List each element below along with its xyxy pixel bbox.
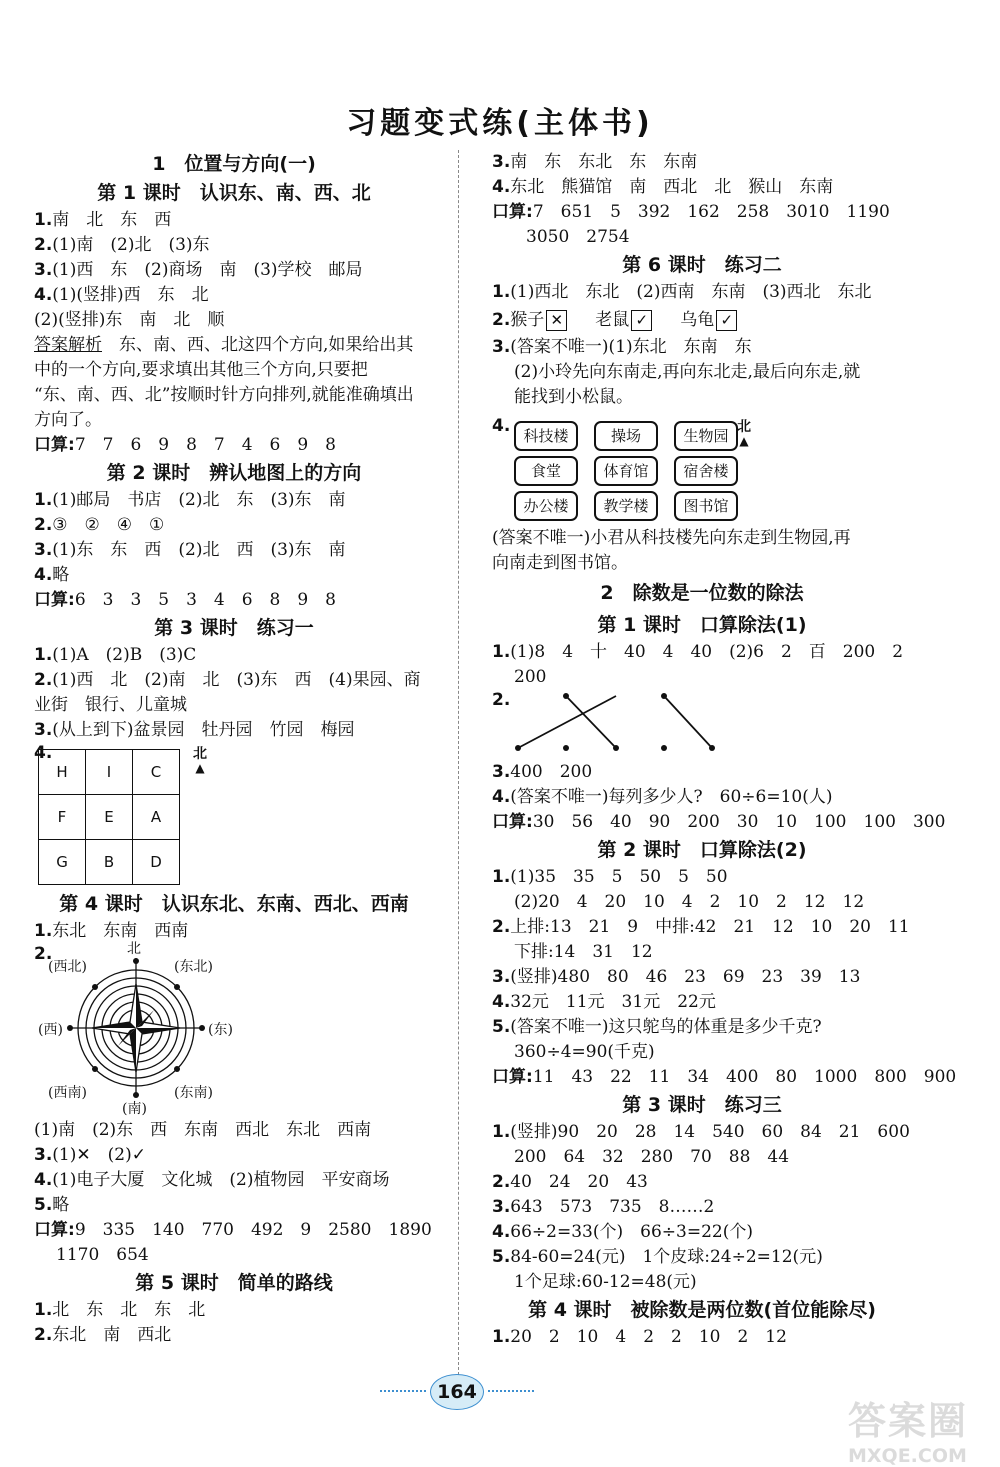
answer-line — [34, 1298, 434, 1323]
matching-lines — [492, 690, 752, 760]
answer-line — [492, 1220, 912, 1245]
lesson6-title: 第 6 课时 练习二 — [622, 254, 782, 276]
answer-line — [492, 1040, 912, 1065]
item-number: 2. — [34, 670, 53, 690]
calc-label: 口算: — [492, 1067, 533, 1087]
answer-text: 400 200 — [510, 762, 593, 782]
item-number: 4. — [34, 285, 53, 305]
item-number: 2. — [492, 917, 511, 937]
item-number: 4. — [492, 787, 511, 807]
calc-line — [34, 1243, 434, 1268]
calc-text: 7 651 5 392 162 258 3010 1190 — [532, 202, 890, 222]
compass-label-e: (东) — [208, 1022, 233, 1038]
grid-cell: H — [39, 750, 86, 795]
analysis-text: 中的一个方向,要求填出其他三个方向,只要把 — [34, 360, 368, 380]
answer-text: 200 64 32 280 70 88 44 — [514, 1147, 790, 1167]
answer-line — [34, 283, 434, 308]
calc-text: 7 7 6 9 8 7 4 6 9 8 — [74, 435, 336, 455]
calc-label: 口算: — [34, 590, 75, 610]
item-number: 5. — [492, 1017, 511, 1037]
building-box: 操场 — [594, 421, 658, 451]
check-checkbox: ✓ — [716, 310, 737, 331]
answer-line — [492, 150, 912, 175]
calc-line — [34, 1218, 434, 1243]
analysis-line — [34, 383, 434, 408]
answer-line — [492, 990, 912, 1015]
answer-text: 北 东 北 东 北 — [52, 1300, 206, 1320]
calc-text: 6 3 3 5 3 4 6 8 9 8 — [74, 590, 336, 610]
answer-text: (1)西 东 (2)商场 南 (3)学校 邮局 — [52, 260, 363, 280]
item-number: 2. — [34, 1325, 53, 1345]
item-number: 3. — [34, 540, 53, 560]
answer-text: (1)8 4 十 40 4 40 (2)6 2 百 200 2 — [510, 642, 904, 662]
answer-text: 360÷4=90(千克) — [514, 1042, 655, 1062]
answer-line — [492, 640, 912, 665]
answer-text: (答案不唯一)小君从科技楼先向东走到生物园,再 — [492, 528, 851, 548]
north-arrow-icon: ▲ — [739, 434, 749, 448]
building-box: 宿舍楼 — [674, 456, 738, 486]
answer-text: (答案不唯一)每列多少人? 60÷6=10(人) — [510, 787, 833, 807]
page-footer — [380, 1372, 540, 1412]
calc-text: 11 43 22 11 34 400 80 1000 800 900 — [532, 1067, 957, 1087]
analysis-text: 东、南、西、北这四个方向,如果给出其 — [119, 335, 414, 355]
calc-line — [492, 225, 912, 250]
analysis-text: 方向了。 — [34, 410, 102, 430]
item-number: 3. — [492, 152, 511, 172]
analysis-tag: 答案解析 — [34, 335, 102, 355]
grid-cell: D — [133, 840, 180, 885]
answer-line — [492, 865, 912, 890]
animal-label: 老鼠 — [595, 310, 630, 330]
answer-text: 84-60=24(元) 1个皮球:24÷2=12(元) — [510, 1247, 823, 1267]
answer-line — [34, 718, 434, 743]
building-box: 食堂 — [514, 456, 578, 486]
item-number: 3. — [34, 720, 53, 740]
item-number: 3. — [34, 1145, 53, 1165]
answer-text: (1)南 (2)东 西 东南 西北 东北 西南 — [34, 1120, 372, 1140]
watermark-logo — [848, 1390, 998, 1467]
footer-dots-right — [488, 1390, 534, 1392]
item-number: 3. — [492, 967, 511, 987]
item-number: 4. — [492, 177, 511, 197]
answer-line — [34, 1323, 434, 1348]
answer-text: 南 东 东北 东 东南 — [510, 152, 698, 172]
answer-line — [492, 1325, 912, 1350]
answer-line — [492, 175, 912, 200]
answer-line — [34, 233, 434, 258]
answer-text: (1)东 东 西 (2)北 西 (3)东 南 — [52, 540, 346, 560]
item-number: 4. — [34, 743, 53, 763]
answer-line — [492, 965, 912, 990]
answer-text: 643 573 735 8……2 — [510, 1197, 715, 1217]
answer-line — [492, 305, 912, 335]
item-number: 1. — [492, 867, 511, 887]
answer-text: (1)35 35 5 50 5 50 — [510, 867, 728, 887]
answer-line — [492, 915, 912, 940]
watermark-text: 答案圈 — [848, 1399, 969, 1443]
answer-text: 20 2 10 4 2 2 10 2 12 — [510, 1327, 787, 1347]
compass-label-n: 北 — [127, 941, 141, 957]
grid-cell: A — [133, 795, 180, 840]
building-box: 图书馆 — [674, 491, 738, 521]
building-box: 生物园 — [674, 421, 738, 451]
answer-text: 东北 东南 西南 — [52, 921, 189, 941]
u2-lesson2-title: 第 2 课时 口算除法(2) — [597, 839, 807, 861]
calc-label: 口算: — [492, 812, 533, 832]
page-title: 习题变式练(主体书) — [346, 106, 654, 141]
item-number: 1. — [34, 490, 53, 510]
answer-line — [34, 488, 434, 513]
column-divider — [458, 150, 459, 1375]
north-arrow-icon: ▲ — [195, 761, 205, 775]
analysis-line — [34, 333, 434, 358]
item-number: 2. — [492, 690, 511, 710]
animal-label: 猴子 — [510, 310, 545, 330]
item-number: 3. — [492, 762, 511, 782]
campus-map — [514, 418, 738, 523]
answer-line — [492, 551, 912, 576]
compass-label-se: (东南) — [174, 1085, 213, 1101]
answer-line — [492, 940, 912, 965]
item-number: 1. — [34, 645, 53, 665]
answer-line — [492, 280, 912, 305]
answer-text: 能找到小松鼠。 — [514, 387, 633, 407]
map-row — [514, 418, 738, 453]
item-number: 5. — [34, 1195, 53, 1215]
answer-line — [34, 1168, 434, 1193]
item-number: 4. — [492, 416, 511, 436]
letter-grid — [38, 749, 180, 885]
answer-text: (1)西北 东北 (2)西南 东南 (3)西北 东北 — [510, 282, 872, 302]
calc-text: 3050 2754 — [526, 227, 630, 247]
grid-cell: C — [133, 750, 180, 795]
unit2-title: 2 除数是一位数的除法 — [600, 582, 804, 604]
answer-text: 略 — [52, 1195, 70, 1215]
item-number: 5. — [492, 1247, 511, 1267]
building-box: 科技楼 — [514, 421, 578, 451]
answer-text: (2)小玲先向东南走,再向东北走,最后向东走,就 — [514, 362, 861, 382]
lesson4-title: 第 4 课时 认识东北、东南、西北、西南 — [59, 893, 409, 915]
calc-line — [492, 810, 946, 835]
answer-line — [34, 919, 434, 944]
answer-text: 32元 11元 31元 22元 — [510, 992, 716, 1012]
calc-text: 30 56 40 90 200 30 10 100 100 300 — [532, 812, 946, 832]
item-number: 4. — [34, 565, 53, 585]
answer-line — [34, 643, 434, 668]
item-number: 1. — [34, 921, 53, 941]
calc-line — [34, 588, 434, 613]
analysis-line — [34, 408, 434, 433]
item-number: 1. — [34, 1300, 53, 1320]
unit1-title: 1 位置与方向(一) — [152, 153, 316, 175]
footer-dots-left — [380, 1390, 426, 1392]
answer-text: (1)西 北 (2)南 北 (3)东 西 (4)果园、商 — [52, 670, 421, 690]
answer-line — [492, 360, 912, 385]
answer-line — [492, 1270, 912, 1295]
item-number: 4. — [492, 992, 511, 1012]
analysis-line — [34, 358, 434, 383]
u2-lesson3-title: 第 3 课时 练习三 — [622, 1094, 782, 1116]
answer-line — [492, 385, 912, 410]
u2-lesson1-title: 第 1 课时 口算除法(1) — [597, 614, 807, 636]
watermark-url: MXQE.COM — [848, 1445, 967, 1467]
grid-cell: F — [39, 795, 86, 840]
grid-cell: E — [86, 795, 133, 840]
building-box: 教学楼 — [594, 491, 658, 521]
item-number: 2. — [34, 944, 53, 964]
answer-line — [492, 665, 912, 690]
answer-text: (竖排)90 20 28 14 540 60 84 21 600 — [510, 1122, 910, 1142]
answer-line — [492, 890, 912, 915]
answer-text: 业街 银行、儿童城 — [34, 695, 187, 715]
answer-line — [492, 1120, 912, 1145]
item-number: 1. — [492, 1122, 511, 1142]
item-number: 2. — [492, 1172, 511, 1192]
answer-line — [34, 1118, 434, 1143]
answer-text: (答案不唯一)这只鸵鸟的体重是多少千克? — [510, 1017, 822, 1037]
calc-line — [492, 1065, 957, 1090]
answer-text: 1个足球:60-12=48(元) — [514, 1272, 697, 1292]
item-number: 2. — [492, 310, 511, 330]
answer-line — [492, 1245, 912, 1270]
answer-line — [492, 1145, 912, 1170]
item-number: 2. — [34, 515, 53, 535]
north-label: 北 — [193, 746, 207, 762]
answer-line — [492, 1015, 912, 1040]
grid-cell: B — [86, 840, 133, 885]
map-row — [514, 453, 738, 488]
campus-map-question — [492, 416, 912, 526]
item-number: 3. — [34, 260, 53, 280]
building-box: 办公楼 — [514, 491, 578, 521]
answer-line — [492, 335, 912, 360]
answer-line — [34, 258, 434, 283]
lesson5-title: 第 5 课时 简单的路线 — [135, 1272, 333, 1294]
answer-line — [34, 693, 434, 718]
item-number: 1. — [492, 642, 511, 662]
item-number: 1. — [492, 1327, 511, 1347]
answer-line — [492, 526, 912, 551]
calc-line — [34, 433, 434, 458]
answer-line — [34, 563, 434, 588]
answer-text: (2)20 4 20 10 4 2 10 2 12 12 — [514, 892, 865, 912]
answer-line — [34, 513, 434, 538]
answer-line — [34, 1143, 434, 1168]
answer-line — [492, 1170, 912, 1195]
check-checkbox: ✓ — [631, 310, 652, 331]
answer-text: (1)✕ (2)✓ — [52, 1145, 146, 1165]
answer-line — [492, 1195, 912, 1220]
compass-label-ne: (东北) — [174, 959, 213, 975]
answer-text: 南 北 东 西 — [52, 210, 172, 230]
item-number: 1. — [34, 210, 53, 230]
compass-question — [34, 941, 434, 1118]
answer-text: 东北 熊猫馆 南 西北 北 猴山 东南 — [510, 177, 834, 197]
u2-lesson4-title: 第 4 课时 被除数是两位数(首位能除尽) — [528, 1299, 876, 1321]
answer-line — [34, 1193, 434, 1218]
answer-text: 66÷2=33(个) 66÷3=22(个) — [510, 1222, 753, 1242]
north-label: 北 — [737, 419, 751, 435]
north-marker — [734, 416, 754, 446]
grid-question — [34, 743, 434, 889]
building-box: 体育馆 — [594, 456, 658, 486]
left-column — [34, 150, 434, 1348]
north-marker — [190, 743, 210, 773]
answer-text: 下排:14 31 12 — [514, 942, 653, 962]
compass-label-sw: (西南) — [48, 1085, 87, 1101]
grid-cell: G — [39, 840, 86, 885]
answer-text: (1)(竖排)西 东 北 — [52, 285, 209, 305]
item-number: 3. — [492, 337, 511, 357]
answer-text: (2)(竖排)东 南 北 顺 — [34, 310, 225, 330]
answer-text: (竖排)480 80 46 23 69 23 39 13 — [510, 967, 861, 987]
answer-text: (1)电子大厦 文化城 (2)植物园 平安商场 — [52, 1170, 390, 1190]
calc-label: 口算: — [34, 435, 75, 455]
matching-question — [492, 690, 912, 760]
item-number: 4. — [492, 1222, 511, 1242]
answer-line — [34, 208, 434, 233]
lesson3-title: 第 3 课时 练习一 — [154, 617, 314, 639]
answer-text: (从上到下)盆景园 牡丹园 竹园 梅园 — [52, 720, 355, 740]
calc-line — [492, 200, 912, 225]
lesson1-title: 第 1 课时 认识东、南、西、北 — [97, 182, 371, 204]
lesson2-title: 第 2 课时 辨认地图上的方向 — [106, 462, 362, 484]
answer-text: ③ ② ④ ① — [52, 515, 165, 535]
analysis-text: “东、南、西、北”按顺时针方向排列,就能准确填出 — [34, 385, 414, 405]
answer-line — [34, 668, 434, 693]
compass-label-s: (南) — [122, 1101, 147, 1117]
compass-label-nw: (西北) — [48, 959, 87, 975]
answer-text: 上排:13 21 9 中排:42 21 12 10 20 11 — [510, 917, 910, 937]
animal-label: 乌龟 — [680, 310, 715, 330]
item-number: 4. — [34, 1170, 53, 1190]
item-number: 2. — [34, 235, 53, 255]
page-number: 164 — [430, 1374, 484, 1410]
answer-text: 40 24 20 43 — [510, 1172, 648, 1192]
right-column — [492, 150, 957, 1350]
answer-line — [34, 308, 434, 333]
calc-label: 口算: — [34, 1220, 75, 1240]
answer-text: (1)A (2)B (3)C — [52, 645, 197, 665]
answer-text: (1)邮局 书店 (2)北 东 (3)东 南 — [52, 490, 346, 510]
answer-line — [492, 760, 912, 785]
answer-text: (答案不唯一)(1)东北 东南 东 — [510, 337, 752, 357]
answer-text: (1)南 (2)北 (3)东 — [52, 235, 210, 255]
compass-label-w: (西) — [38, 1022, 63, 1038]
calc-text: 9 335 140 770 492 9 2580 1890 — [74, 1220, 432, 1240]
map-row — [514, 488, 738, 523]
answer-line — [492, 785, 912, 810]
calc-text: 1170 654 — [56, 1245, 149, 1265]
cross-checkbox: ✕ — [546, 310, 567, 331]
grid-cell: I — [86, 750, 133, 795]
answer-text: 向南走到图书馆。 — [492, 553, 628, 573]
calc-label: 口算: — [492, 202, 533, 222]
item-number: 3. — [492, 1197, 511, 1217]
answer-text: 200 — [514, 667, 547, 687]
item-number: 1. — [492, 282, 511, 302]
answer-text: 东北 南 西北 — [52, 1325, 172, 1345]
answer-text: 略 — [52, 565, 70, 585]
answer-line — [34, 538, 434, 563]
